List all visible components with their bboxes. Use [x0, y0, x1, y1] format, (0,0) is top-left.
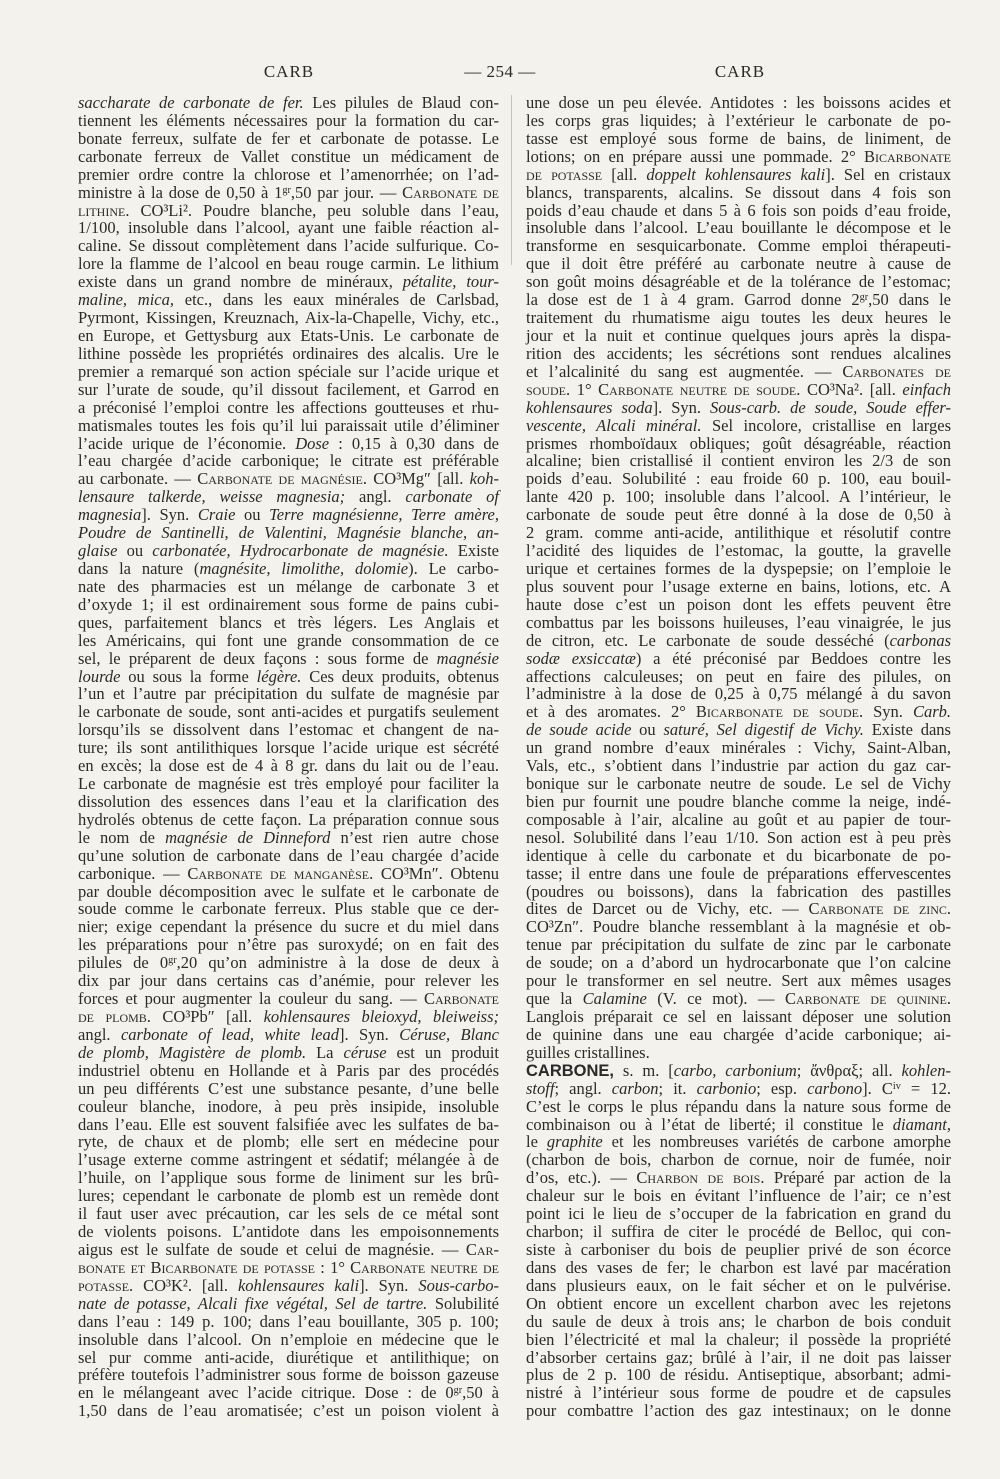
italic-text: carbono: [807, 1078, 863, 1098]
text-line: [78, 184, 499, 202]
italic-text: magnésie de Dinneford: [165, 827, 331, 847]
text-line: transforme en sesquicarbonate. Comme emploi thérapeuti-: [526, 236, 951, 256]
roman-text: = 12.: [900, 1078, 951, 1098]
text-line: [526, 1080, 951, 1098]
text-line: [526, 148, 951, 166]
roman-text: ,50 à: [462, 1383, 499, 1403]
text-line: de quinine dans une eau chargée d’acide carbonique; ai-: [526, 1024, 951, 1044]
italic-text: sodæ exsiccatæ: [526, 648, 636, 668]
text-line: [78, 291, 499, 309]
roman-text: ou sous la forme: [120, 666, 257, 686]
text-line: C’est le corps le plus répandu dans la nature sous forme de: [526, 1096, 951, 1116]
roman-text: n’est rien autre chose: [330, 827, 499, 847]
roman-text: CO³Mn″. Obtenu: [373, 863, 499, 883]
text-line: [526, 1169, 951, 1187]
text-line: lorsqu’ils se dissolvent dans l’estomac et changent de na-: [78, 720, 499, 740]
text-line: lures; cependant le carbonate de plomb est un remède dont: [78, 1186, 499, 1206]
italic-text: magnésie: [436, 648, 499, 668]
text-line: nistré à l’intérieur sous forme de poudre et de capsules: [526, 1383, 951, 1403]
text-line: qu’une solution de carbonate dans de l’eau chargée d’acide: [78, 845, 499, 865]
left-column: [78, 94, 499, 1420]
roman-text: : 0,15 à 0,30 dans de: [329, 433, 500, 453]
text-line: premier a remarqué son action spéciale sur l’acide urique et: [78, 361, 499, 381]
text-line: point ici le lieu de s’occuper de la fabrication en grand du: [526, 1204, 951, 1224]
roman-text: au carbonate. —: [78, 469, 198, 489]
roman-text: le: [526, 1132, 547, 1152]
roman-text: ). Le carbo-: [408, 558, 499, 578]
text-line: poids d’eau. Solubilité : eau froide 60 p. 100, eau bouil-: [526, 469, 951, 489]
roman-text: La: [306, 1042, 344, 1062]
small-caps-text: Carbonate neutre de soude.: [598, 379, 801, 399]
small-caps-text: Carbonate de: [402, 182, 499, 202]
italic-text: kohlensaures bleioxyd, bleiweiss;: [263, 1007, 499, 1027]
text-line: [526, 721, 951, 739]
text-line: 1,50 dans de l’eau aromatisée; c’est un poison violent à: [78, 1401, 499, 1421]
text-line: les Américains, qui font une grande consommation de ce: [78, 630, 499, 650]
roman-text: CO³Na². [all.: [800, 379, 903, 399]
text-line: l’eau chargée d’acide carbonique; le citrate est préférable: [78, 451, 499, 471]
text-line: [526, 166, 951, 184]
superscript-text: gr: [282, 184, 291, 196]
roman-text: angl.: [345, 487, 406, 507]
roman-text: dites de Darcet ou de Vichy, etc. —: [526, 899, 809, 919]
text-line: Langlois préparait ce sel en laissant déposer une solution: [526, 1007, 951, 1027]
text-line: [78, 990, 499, 1008]
roman-text: etc., dans les eaux minérales de Carlsbad,: [174, 290, 499, 310]
text-line: [78, 202, 499, 220]
text-line: dissolution des essences dans l’eau et la clarification des: [78, 791, 499, 811]
text-line: haute dose c’est un poison dont les effets peuvent être: [526, 594, 951, 614]
roman-text: et l’alcalinité du sang est augmentée. —: [526, 361, 843, 381]
text-line: insoluble dans l’alcool. On n’emploie en médecine que le: [78, 1329, 499, 1349]
small-caps-text: bonate et Bicarbonate de potasse: [78, 1257, 316, 1277]
text-line: nier; exige cependant la présence du sucre et du miel dans: [78, 917, 499, 937]
text-line: poids d’eau chaude et dans 5 à 6 fois son poids d’eau froide,: [526, 200, 951, 220]
roman-text: Syn.: [863, 702, 913, 722]
italic-text: magnésite, limolithe, dolomie: [199, 558, 409, 578]
roman-text: ]. Sel en cristaux: [825, 164, 951, 184]
column-rule: [511, 95, 512, 265]
roman-text: Sel incolore, cristallise en larges: [701, 415, 952, 435]
text-line: [526, 399, 951, 417]
text-line: [78, 1008, 499, 1026]
text-line: carbonate de soude peut être donné à la dose de 0,50 à: [526, 505, 951, 525]
text-line: prismes rhomboïdaux obliques; goût désagréable, réaction: [526, 433, 951, 453]
text-line: [78, 1295, 499, 1313]
text-line: [526, 900, 951, 918]
text-line: combattus par les boissons huileuses, l’eau vinaigrée, le jus: [526, 612, 951, 632]
superscript-text: gr: [453, 1385, 463, 1397]
roman-text: : 1°: [315, 1257, 351, 1277]
text-line: caline. Se dissout complètement dans l’acide sulfurique. Co-: [78, 236, 499, 256]
text-line: tenue par précipitation du sulfate de zinc par le carbonate: [526, 935, 951, 955]
roman-text: s. m. [: [614, 1060, 674, 1080]
italic-text: carbonate of: [405, 487, 499, 507]
text-line: insoluble dans l’alcool. L’eau bouillante le décompose et le: [526, 218, 951, 238]
italic-text: carbonas: [889, 630, 951, 650]
small-caps-text: Carbonate neutre de: [350, 1257, 499, 1277]
small-caps-text: lithine.: [78, 200, 130, 220]
text-line: bien l’électricité et mal la chaleur; il possède la propriété: [526, 1329, 951, 1349]
text-line: identique à celle du carbonate et du bicarbonate de po-: [526, 845, 951, 865]
text-line: [78, 94, 499, 112]
right-column: [526, 94, 951, 1420]
small-caps-text: Bicarbonate: [863, 146, 951, 166]
text-line: [78, 470, 499, 488]
roman-text: ; ἄνθραξ; all.: [796, 1060, 902, 1080]
roman-text: dans la nature (: [78, 558, 200, 578]
roman-text: ]. Syn.: [141, 505, 198, 525]
superscript-text: iv: [892, 1080, 901, 1092]
roman-text: CO³Mg″ [all.: [366, 469, 470, 489]
text-line: [78, 1026, 499, 1044]
small-caps-text: potasse.: [78, 1275, 134, 1295]
roman-text: ,50 dans le: [868, 290, 951, 310]
italic-text: saturé, Sel digestif de Vichy.: [663, 720, 864, 740]
italic-text: carbon: [611, 1078, 659, 1098]
roman-text: ou: [117, 541, 153, 561]
italic-text: glaise: [78, 541, 118, 561]
text-line: [78, 668, 499, 686]
running-head-left: CARB: [263, 62, 315, 81]
text-line: ques, parfaitement blancs et très légers. Les Anglais et: [78, 612, 499, 632]
small-caps-text: Bicarbonate de soude.: [695, 702, 864, 722]
roman-text: pilules de 0: [78, 953, 169, 973]
roman-text: ministre à la dose de 0,50 à 1: [78, 182, 283, 202]
running-head-right: CARB: [714, 62, 766, 81]
text-line: Le carbonate de magnésie est très employé pour faciliter la: [78, 774, 499, 794]
text-line: [78, 1241, 499, 1259]
italic-text: pétalite, tour-: [402, 272, 499, 292]
headword: CARBONE,: [526, 1061, 615, 1080]
text-line: [78, 1277, 499, 1295]
small-caps-text: de potasse: [526, 164, 603, 184]
italic-text: carbonate of lead, white lead: [120, 1024, 339, 1044]
roman-text: lotions; on en prépare aussi une pommade. 2°: [526, 146, 864, 166]
text-line: industriel obtenu en Hollande et à Paris par des procédés: [78, 1060, 499, 1080]
text-line: bonate ferreux, sulfate de fer et carbonate de potasse. Le: [78, 128, 499, 148]
text-line: [526, 1062, 951, 1080]
roman-text: ; it.: [658, 1078, 697, 1098]
text-line: sur l’urate de soude, qu’il dissout facilement, et Garrod en: [78, 379, 499, 399]
roman-text: le nom de: [78, 827, 166, 847]
text-line: les préparations pour n’être pas suroxydé; on en fait des: [78, 935, 499, 955]
roman-text: existe dans un grand nombre de minéraux,: [78, 272, 403, 292]
italic-text: Sous-carbo-: [418, 1275, 499, 1295]
text-line: l’un et l’autre par précipitation du sulfate de magnésie par: [78, 684, 499, 704]
text-line: sel pur comme anti-acide, diurétique et antilithique; on: [78, 1347, 499, 1367]
superscript-text: gr: [859, 292, 869, 304]
text-line: blancs, transparents, alcalins. Se dissout dans 4 fois son: [526, 182, 951, 202]
text-line: [78, 954, 499, 972]
text-line: traitement du rhumatisme aigu toutes les deux heures le: [526, 308, 951, 328]
text-line: tasse est employé sous forme de bains, de liniment, de: [526, 128, 951, 148]
text-line: [78, 435, 499, 453]
small-caps-text: soude.: [526, 379, 571, 399]
small-caps-text: Charbon de bois.: [636, 1168, 765, 1188]
roman-text: ; esp.: [756, 1078, 808, 1098]
text-line: carbonate ferreux de Vallet constitue un médicament de: [78, 146, 499, 166]
text-line: hydrolés obtenus de cette façon. La préparation connue sous: [78, 809, 499, 829]
roman-text: Solubilité: [427, 1293, 500, 1313]
text-line: [526, 990, 951, 1008]
italic-text: Dose: [295, 433, 330, 453]
text-line: [78, 829, 499, 847]
italic-text: kohlensaures soda: [526, 397, 653, 417]
roman-text: d’os, etc.). —: [526, 1168, 637, 1188]
text-line: rition des accidents; les sécrétions sont rendues alcalines: [526, 343, 951, 363]
text-line: bien pur fournit une poudre blanche comme la neige, indé-: [526, 791, 951, 811]
text-line: lore la flamme de l’alcool en beau rouge carmin. Le lithium: [78, 254, 499, 274]
small-caps-text: Carbonate de magnésie.: [197, 469, 367, 489]
roman-text: Existe: [448, 541, 500, 561]
text-line: urique et certaines formes de la dyspepsie; on l’emploie le: [526, 558, 951, 578]
roman-text: la dose est de 1 à 4 gram. Garrod donne 2: [526, 290, 860, 310]
text-line: plus de 2 p. 100 de résidu. Antiseptique, absorbant; admi-: [526, 1365, 951, 1385]
text-line: nesol. Solubilité dans l’eau 1/10. Son action est à peu près: [526, 827, 951, 847]
paragraph: [78, 94, 499, 1420]
text-line: que il doit être préféré au carbonate neutre à cause de: [526, 254, 951, 274]
roman-text: ou: [631, 720, 664, 740]
text-line: [78, 650, 499, 668]
roman-text: 1°: [570, 379, 599, 399]
text-line: son goût moins désagréable et de la tolérance de l’estomac;: [526, 272, 951, 292]
text-line: [526, 650, 951, 668]
roman-text: que la: [526, 989, 583, 1009]
roman-text: ) a été préconisé par Beddoes contre les: [635, 648, 951, 668]
text-line: de soude; on a d’abord un hydrocarbonate que l’on calcine: [526, 953, 951, 973]
roman-text: CO³K². [all.: [133, 1275, 238, 1295]
text-line: [526, 703, 951, 721]
page-number: — 254 —: [464, 62, 536, 81]
small-caps-text: Carbonate de manganèse.: [187, 863, 374, 883]
text-line: [526, 1116, 951, 1134]
italic-text: lensaure talkerde, weisse magnesia;: [78, 487, 346, 507]
text-line: premier ordre contre la chlorose et l’amenorrhée; on l’ad-: [78, 164, 499, 184]
text-line: tiennent les éléments nécessaires pour la formation du car-: [78, 110, 499, 130]
text-line: il faut user avec précaution, car les sels de ce métal sont: [78, 1204, 499, 1224]
text-line: tasse; il entre dans une foule de préparations effervescentes: [526, 863, 951, 883]
text-line: dans plusieurs eaux, on le fait sécher et on le pulvérise.: [526, 1275, 951, 1295]
italic-text: de soude acide: [526, 720, 632, 740]
roman-text: aigus est le sulfate de soude et celui de magnésie. —: [78, 1240, 466, 1259]
text-line: alcaline; bien cristallisé il contient environ les 2/3 de son: [526, 451, 951, 471]
italic-text: lourde: [78, 666, 121, 686]
text-line: dans l’eau. Elle est souvent falsifiée avec les sulfates de ba-: [78, 1114, 499, 1134]
text-line: d’oxyde 1; il est ordinairement sous forme de pains cubi-: [78, 594, 499, 614]
italic-text: nate de potasse, Alcali fixe végétal, Sel de tartre.: [78, 1293, 428, 1313]
italic-text: kohlensaures kali: [237, 1275, 360, 1295]
small-caps-text: de plomb.: [78, 1007, 151, 1027]
roman-text: sel, le préparent de deux façons : sous forme de: [78, 648, 437, 668]
roman-text: Existe dans: [863, 720, 951, 740]
text-line: un grand nombre d’eaux minérales : Vichy, Saint-Alban,: [526, 738, 951, 758]
text-line: l’usage externe comme astringent et sédatif; mélangée à de: [78, 1150, 499, 1170]
text-line: le carbonate de soude, sont anti-acides et purgatifs seulement: [78, 702, 499, 722]
italic-text: céruse: [343, 1042, 387, 1062]
italic-text: Sous-carb. de soude, Soude effer-: [710, 397, 951, 417]
text-line: bonique sur le carbonate neutre de soude. Le sel de Vichy: [526, 774, 951, 794]
text-line: dix par jour dans certains cas d’anémie, pour relever les: [78, 971, 499, 991]
italic-text: carbo, carbonium: [673, 1060, 797, 1080]
roman-text: ]. Syn.: [338, 1024, 400, 1044]
text-line: plus souvent pour l’usage externe en bains, lotions, etc. A: [526, 576, 951, 596]
roman-text: ]. C: [862, 1078, 893, 1098]
text-line: ture; ils sont antilithiques lorsque l’acide urique est sécrété: [78, 738, 499, 758]
text-line: soude comme le carbonate ferreux. Plus stable que ce der-: [78, 899, 499, 919]
roman-text: ; angl.: [554, 1078, 612, 1098]
text-line: pour combattre l’action des gaz intestinaux; on le donne: [526, 1401, 951, 1421]
text-line: (poudres ou boissons), dans la fabrication des pastilles: [526, 881, 951, 901]
roman-text: l’acide urique de l’économie.: [78, 433, 296, 453]
text-line: lithine possède les propriétés ordinaires des alcalis. Ure le: [78, 343, 499, 363]
paragraph: [526, 94, 951, 1062]
text-line: une dose un peu élevée. Antidotes : les boissons acides et: [526, 93, 951, 112]
italic-text: Craie: [197, 505, 236, 525]
text-line: chaleur sur le bois en évitant l’influence de l’air; ce n’est: [526, 1186, 951, 1206]
text-line: l’acidité des liquides de l’estomac, la goutte, la gravelle: [526, 541, 951, 561]
small-caps-text: Car-: [465, 1240, 499, 1259]
roman-text: et les nombreuses variétés de carbone amorphe: [602, 1132, 951, 1152]
text-line: l’administre à la dose de 0,25 à 0,75 mélangé à du savon: [526, 684, 951, 704]
text-line: [526, 632, 951, 650]
text-line: lante 420 p. 100; insoluble dans l’alcool. A l’intérieur, le: [526, 487, 951, 507]
roman-text: (V. ce mot). —: [646, 989, 785, 1009]
roman-text: ]. Syn.: [359, 1275, 419, 1295]
italic-text: stoff: [526, 1078, 555, 1098]
roman-text: [all.: [602, 164, 647, 184]
text-line: dans l’eau : 149 p. 100; dans l’eau bouillante, 305 p. 100;: [78, 1311, 499, 1331]
roman-text: de citron, etc. Le carbonate de soude desséché (: [526, 630, 890, 650]
roman-text: ,20 qu’on administre à la dose de deux à: [176, 953, 499, 973]
text-line: [526, 1133, 951, 1151]
italic-text: koh-: [469, 469, 499, 489]
small-caps-text: Carbonate: [423, 989, 499, 1009]
text-line: [78, 1259, 499, 1277]
italic-text: Terre magnésienne, Terre amère,: [269, 505, 500, 525]
superscript-text: gr: [168, 955, 177, 967]
text-line: (charbon de bois, charbon de cornue, noir de fumée, noir: [526, 1150, 951, 1170]
roman-text: carbonique. —: [78, 863, 188, 883]
italic-text: Calamine: [582, 989, 647, 1009]
text-line: siste à carboniser du bois de peuplier privé de son écorce: [526, 1240, 951, 1259]
text-line: [526, 363, 951, 381]
text-line: [78, 273, 499, 291]
italic-text: Céruse, Blanc: [399, 1024, 499, 1044]
text-line: un peu différents C’est une substance pesante, d’une belle: [78, 1078, 499, 1098]
small-caps-text: Carbonates de: [842, 361, 951, 381]
text-line: Pyrmont, Kissingen, Kreuznach, Aix-la-Chapelle, Vichy, etc.,: [78, 308, 499, 328]
italic-text: Poudre de Santinelli, de Valentini, Magnésie blanche, an-: [78, 523, 499, 543]
text-line: en Europe, et Gettysburg aux Etats-Unis. Le carbonate de: [78, 325, 499, 345]
roman-text: ]. Syn.: [652, 397, 711, 417]
italic-text: maline, mica,: [78, 290, 174, 310]
roman-text: Ces deux produits, obtenus: [301, 666, 499, 686]
roman-text: forces et pour augmenter la couleur du sang. —: [78, 989, 424, 1009]
text-line: [526, 381, 951, 399]
text-line: couleur blanche, inodore, à peu près insipide, insoluble: [78, 1096, 499, 1116]
roman-text: angl.: [78, 1024, 121, 1044]
text-line: [526, 291, 951, 309]
italic-text: légère.: [256, 666, 302, 686]
text-line: [78, 488, 499, 506]
text-line: matismales toutes les fois qu’il lui paraissait utile d’éliminer: [78, 415, 499, 435]
text-line: en excès; la dose est de 4 à 8 gr. dans du lait ou de l’eau.: [78, 756, 499, 776]
italic-text: doppelt kohlensaures kali: [646, 164, 826, 184]
roman-text: en le mélangeant avec l’acide citrique. Dose : de 0: [78, 1383, 454, 1403]
text-line: jour et la nuit et continue quelques jours après la dispa-: [526, 325, 951, 345]
text-line: CO³Zn″. Poudre blanche ressemblant à la magnésie et ob-: [526, 917, 951, 937]
roman-text: et à des aromates. 2°: [526, 702, 696, 722]
italic-text: diamant,: [892, 1114, 951, 1134]
text-line: composable à l’air, alcaline au goût et au papier de tour-: [526, 809, 951, 829]
italic-text: graphite: [546, 1132, 603, 1152]
roman-text: Les pilules de Blaud con-: [303, 93, 499, 112]
italic-text: saccharate de carbonate de fer.: [78, 93, 304, 112]
text-line: de violents poisons. L’antidote dans les empoisonnements: [78, 1222, 499, 1242]
roman-text: Préparé par action de la: [764, 1168, 951, 1188]
italic-text: de plomb, Magistère de plomb.: [78, 1042, 307, 1062]
text-line: du saule de deux à trois ans; le charbon de bois conduit: [526, 1311, 951, 1331]
roman-text: combinaison ou à l’état de liberté; il constitue le: [526, 1114, 893, 1134]
text-line: 2 gram. comme anti-acide, antilithique et résolutif contre: [526, 523, 951, 543]
text-line: [526, 417, 951, 435]
text-line: par double décomposition avec le sulfate et le carbonate de: [78, 881, 499, 901]
text-line: [78, 1044, 499, 1062]
small-caps-text: Carbonate de zinc.: [808, 899, 951, 919]
roman-text: CO³Pb″ [all.: [150, 1007, 264, 1027]
italic-text: kohlen-: [901, 1060, 951, 1080]
text-line: pour le transformer en sel neutre. Sert aux mêmes usages: [526, 971, 951, 991]
roman-text: CO³Li². Poudre blanche, peu soluble dans l’eau,: [129, 200, 499, 220]
italic-text: vescente, Alcali minéral.: [526, 415, 702, 435]
text-line: guilles cristallines.: [526, 1042, 650, 1062]
text-line: a préconisé l’emploi contre les affections goutteuses et rhu-: [78, 397, 499, 417]
roman-text: est un produit: [386, 1042, 500, 1062]
text-line: les corps gras liquides; à l’extérieur le carbonate de po-: [526, 110, 951, 130]
text-line: [78, 542, 499, 560]
text-line: [78, 1384, 499, 1402]
italic-text: carbonio: [696, 1078, 757, 1098]
italic-text: Carb.: [912, 702, 951, 722]
text-line: [78, 865, 499, 883]
small-caps-text: Carbonate de quinine.: [784, 989, 952, 1009]
text-line: l’huile, on l’applique sous forme de liniment sur les brû-: [78, 1168, 499, 1188]
roman-text: ou: [235, 505, 270, 525]
text-line: On obtient encore un excellent charbon avec les rejetons: [526, 1293, 951, 1313]
text-line: dans des vases de fer; le charbon est lavé par macération: [526, 1257, 951, 1277]
text-line: préfère toutefois l’administrer sous forme de boisson gazeuse: [78, 1365, 499, 1385]
text-line: charbon; il suffira de citer le procédé de Belloc, qui con-: [526, 1222, 951, 1242]
text-line: [78, 560, 499, 578]
italic-text: einfach: [902, 379, 951, 399]
text-line: [78, 506, 499, 524]
text-line: 1/100, insoluble dans l’alcool, ayant une faible réaction al-: [78, 218, 499, 238]
italic-text: magnesia: [78, 505, 142, 525]
text-line: [78, 524, 499, 542]
text-line: ryte, de chaux et de plomb; elle sert en médecine pour: [78, 1132, 499, 1152]
italic-text: carbonatée, Hydrocarbonate de magnésie.: [152, 541, 449, 561]
text-line: affections calculeuses; on peut en faire des pilules, on: [526, 666, 951, 686]
text-line: Vals, etc., s’obtient dans l’industrie par action du gaz car-: [526, 756, 951, 776]
roman-text: ,50 par jour. —: [290, 182, 403, 202]
paragraph: [526, 1062, 951, 1420]
text-line: d’absorber certains gaz; brûlé à l’air, il ne doit pas laisser: [526, 1347, 951, 1367]
text-line: nate des pharmacies est un mélange de carbonate 3 et: [78, 576, 499, 596]
